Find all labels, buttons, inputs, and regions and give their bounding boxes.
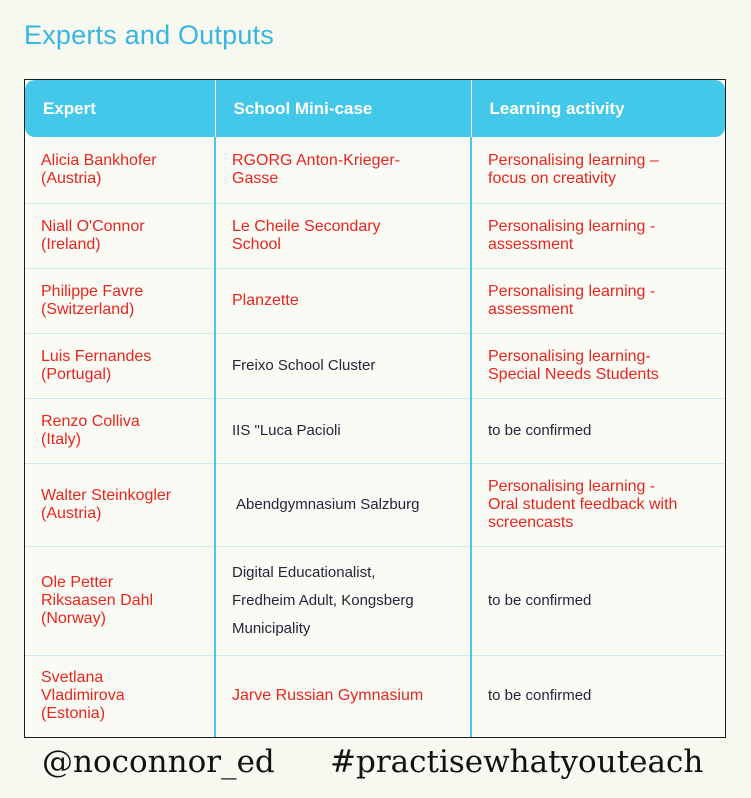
table-row	[25, 655, 725, 737]
school-cell: Jarve Russian Gymnasium	[215, 655, 471, 737]
expert-cell: Walter Steinkogler (Austria)	[25, 463, 215, 546]
table-row	[25, 546, 725, 655]
school-cell: IIS "Luca Pacioli	[215, 398, 471, 463]
activity-cell: Personalising learning - Oral student feedback with screencasts	[471, 463, 725, 546]
expert-cell: Ole Petter Riksaasen Dahl (Norway)	[25, 546, 215, 655]
activity-cell: to be confirmed	[471, 655, 725, 737]
twitter-handle: @noconnor_ed	[42, 744, 275, 780]
expert-cell: Alicia Bankhofer (Austria)	[25, 137, 215, 203]
header-school: School Mini-case	[215, 80, 471, 137]
page-title: Experts and Outputs	[24, 20, 274, 50]
table-row	[25, 463, 725, 546]
table-row	[25, 137, 725, 203]
table-row	[25, 203, 725, 268]
header-activity: Learning activity	[471, 80, 725, 137]
table-row	[25, 398, 725, 463]
activity-cell: Personalising learning - assessment	[471, 203, 725, 268]
table-row	[25, 268, 725, 333]
school-cell: Planzette	[215, 268, 471, 333]
experts-table	[25, 80, 725, 737]
school-cell: Le Cheile Secondary School	[215, 203, 471, 268]
experts-table-container	[24, 79, 726, 738]
activity-cell: to be confirmed	[471, 398, 725, 463]
expert-cell: Luis Fernandes (Portugal)	[25, 333, 215, 398]
school-cell: Freixo School Cluster	[215, 333, 471, 398]
hashtag: #practisewhatyouteach	[330, 744, 704, 780]
header-expert: Expert	[25, 80, 215, 137]
table-row	[25, 333, 725, 398]
expert-cell: Renzo Colliva (Italy)	[25, 398, 215, 463]
activity-cell: Personalising learning- Special Needs Students	[471, 333, 725, 398]
school-cell: RGORG Anton-Krieger- Gasse	[215, 137, 471, 203]
activity-cell: Personalising learning – focus on creativity	[488, 151, 659, 187]
expert-cell: Philippe Favre (Switzerland)	[25, 268, 215, 333]
expert-cell: Niall O'Connor (Ireland)	[25, 203, 215, 268]
school-cell: Digital Educationalist, Fredheim Adult, Kongsberg Municipality	[215, 546, 471, 655]
table-header-row	[25, 80, 725, 137]
activity-cell: to be confirmed	[471, 546, 725, 655]
expert-cell: Svetlana Vladimirova (Estonia)	[25, 655, 215, 737]
activity-cell: Personalising learning - assessment	[471, 268, 725, 333]
school-cell: Abendgymnasium Salzburg	[215, 463, 471, 546]
